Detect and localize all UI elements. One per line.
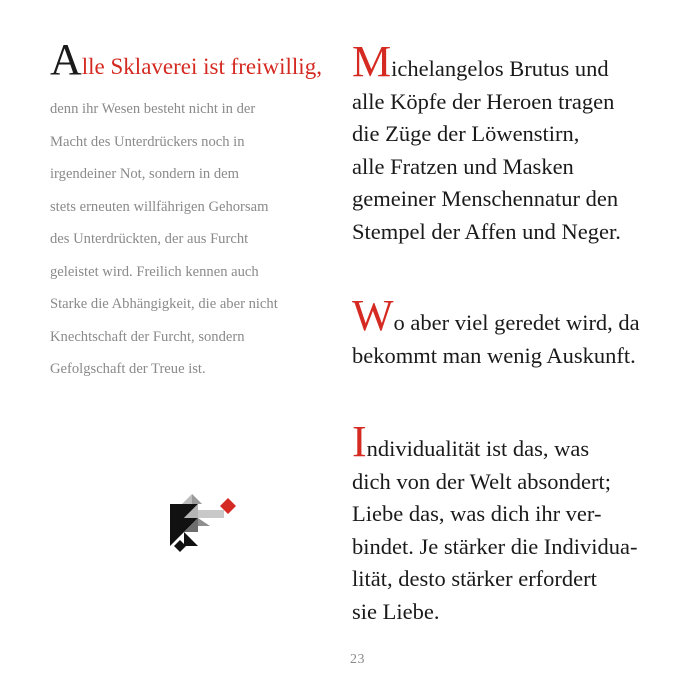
gray-wedge [198, 518, 210, 526]
quote-line: Gefolgschaft der Treue ist. [50, 361, 206, 377]
dropcap: W [352, 291, 394, 340]
left-quote-body [50, 93, 340, 386]
quote-line: stets erneuten willfährigen Gehorsam [50, 198, 269, 215]
roof-dark-triangle [192, 494, 202, 504]
quote-line: Stempel der Affen und Neger. [352, 218, 621, 244]
quote-line: sie Liebe. [352, 598, 440, 624]
quote-line: irgendeiner Not, sondern in dem [50, 166, 239, 182]
quote-line: lität, desto stärker erfordert [352, 566, 597, 592]
black-square-middle [170, 518, 184, 532]
quote-first-line [352, 417, 682, 466]
first-line-text: o aber viel geredet wird, da [393, 310, 640, 335]
black-square-top [170, 504, 184, 518]
gray-bar [198, 510, 224, 518]
left-quote-title [50, 35, 340, 87]
dropcap: I [352, 417, 367, 466]
page-number: 23 [350, 652, 365, 667]
quote-line: dich von der Welt absondert; [352, 468, 611, 494]
quote-line: bekommt man wenig Auskunft. [352, 342, 636, 368]
left-quote [50, 35, 340, 386]
quote-line: des Unterdrückten, der aus Furcht [50, 231, 249, 247]
dropcap: M [352, 37, 392, 86]
black-triangle-bottom-right [184, 532, 198, 546]
dropcap: A [50, 35, 82, 84]
quote-line: Starke die Abhängigkeit, die aber nicht [50, 296, 278, 312]
first-line-text: ndividualität ist das, was [366, 436, 590, 461]
quote-line: Knechtschaft der Furcht, sondern [50, 328, 245, 345]
quote-line: alle Köpfe der Heroen tragen [352, 88, 615, 114]
quote-line: gemeiner Menschennatur den [352, 186, 619, 212]
right-quote-1 [352, 37, 682, 249]
first-line-text: ichelangelos Brutus und [391, 56, 609, 81]
title-text: lle Sklaverei ist freiwillig, [81, 54, 322, 79]
quote-line: Macht des Unterdrückers noch in [50, 133, 245, 150]
quote-line: alle Fratzen und Masken [352, 153, 574, 179]
geometric-figure-icon [166, 494, 242, 554]
right-quote-3 [352, 417, 682, 629]
right-quote-2 [352, 291, 682, 372]
quote-first-line [352, 37, 682, 86]
quote-line: geleistet wird. Freilich kennen auch [50, 263, 259, 280]
quote-line: bindet. Je stärker die Individua- [352, 533, 638, 559]
quote-line: Liebe das, was dich ihr ver- [352, 501, 602, 527]
quote-line: die Züge der Löwenstirn, [352, 121, 580, 147]
quote-first-line [352, 291, 682, 340]
quote-line: denn ihr Wesen besteht nicht in der [50, 101, 256, 117]
